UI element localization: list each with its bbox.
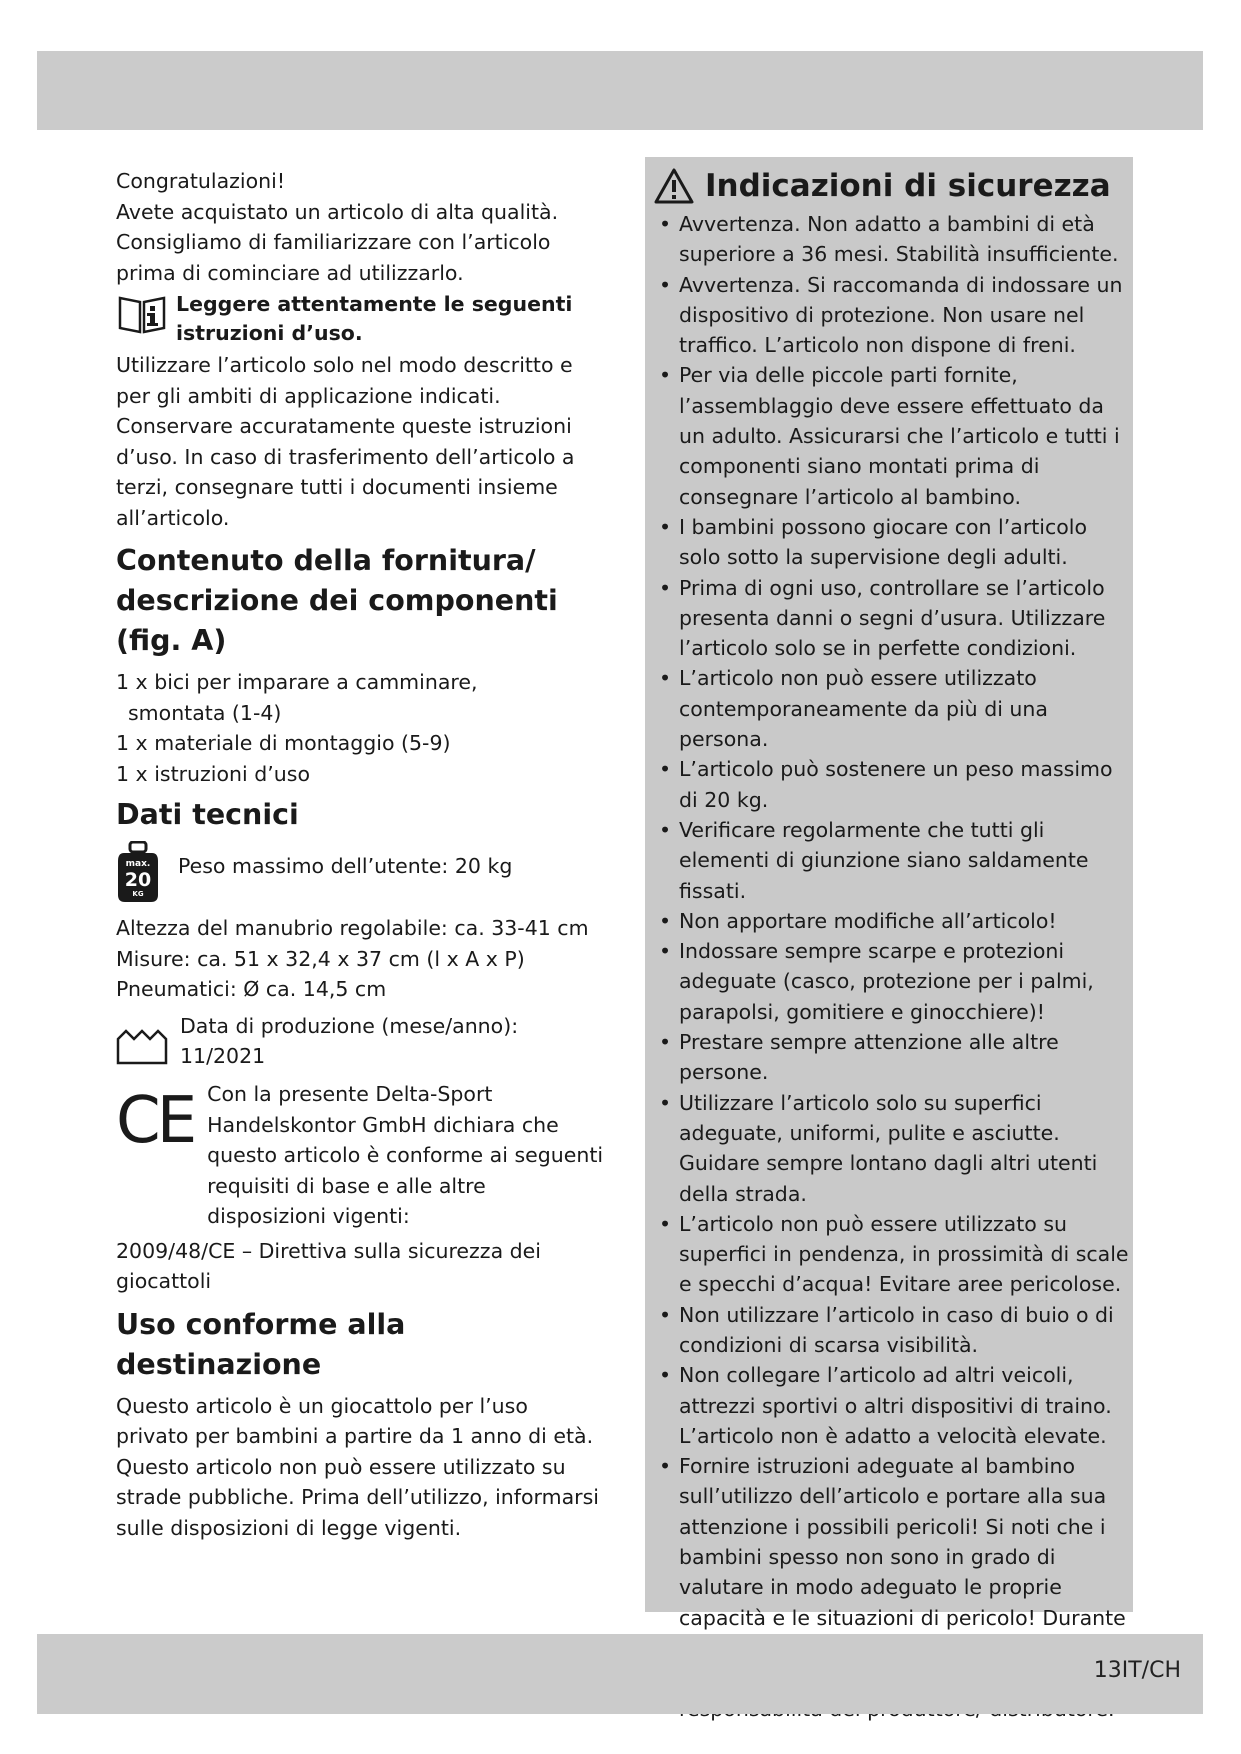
- safety-item: • I bambini possono giocare con l’articolo solo sotto la supervisione degli adulti.: [653, 512, 1133, 573]
- list-item: 1 x bici per imparare a camminare,: [116, 670, 478, 694]
- page-number: 13IT/CH: [1093, 1658, 1181, 1683]
- ce-text: Con la presente Delta-Sport Handelskontor GmbH dichiara che questo articolo è conforme ai seguenti requisiti di base e alle altre disposizioni vigenti:: [207, 1082, 604, 1228]
- max-weight-row: [116, 841, 606, 903]
- safety-item: • Non collegare l’articolo ad altri veicoli, attrezzi sportivi o altri dispositivi di traino. L’articolo non è adatto a velocità elevate.: [653, 1360, 1133, 1451]
- safety-item: • L’articolo può sostenere un peso massimo di 20 kg.: [653, 754, 1133, 815]
- safety-item: • Per via delle piccole parti fornite, l’assemblaggio deve essere effettuato da un adulto. Assicurarsi che l’articolo e tutti i componenti siano montati prima di consegnare l’articolo al bambino.: [653, 360, 1133, 511]
- weight-icon-unit: KG: [132, 890, 144, 898]
- ce-mark: CE: [116, 1084, 194, 1158]
- safety-item: • Verificare regolarmente che tutti gli elementi di giunzione siano saldamente fissati.: [653, 815, 1133, 906]
- safety-item: • L’articolo non può essere utilizzato su superfici in pendenza, in prossimità di scale e specchi d’acqua! Evitare aree pericolose.: [653, 1209, 1133, 1300]
- warning-icon: [653, 167, 695, 205]
- footer-bar: [37, 1634, 1203, 1714]
- safety-item: • Prestare sempre attenzione alle altre persone.: [653, 1027, 1133, 1088]
- safety-item: • Non apportare modifiche all’articolo!: [653, 906, 1133, 936]
- greeting: Congratulazioni!: [116, 169, 286, 193]
- production-date: 11/2021: [180, 1044, 266, 1068]
- intended-use-heading: Uso conforme alla destinazione: [116, 1307, 406, 1381]
- safety-item: • L’articolo non può essere utilizzato contemporaneamente da più di una persona.: [653, 663, 1133, 754]
- safety-item: • Avvertenza. Non adatto a bambini di età superiore a 36 mesi. Stabilità insufficiente.: [653, 209, 1133, 270]
- weight-icon-value: 20: [124, 869, 152, 891]
- handlebar-height: Altezza del manubrio regolabile: ca. 33-41 cm: [116, 916, 589, 940]
- factory-icon: [116, 1023, 168, 1074]
- contents-heading: Contenuto della fornitura/ descrizione dei componenti (fig. A): [116, 544, 558, 657]
- production-label: Data di produzione (mese/anno):: [180, 1013, 519, 1038]
- header-bar: [37, 51, 1203, 130]
- safety-item: • Fornire istruzioni adeguate al bambino sull’utilizzo dell’articolo e portare alla sua attenzione i possibili pericoli! Si noti che i bambini spesso non sono in grado di valutare in modo adeguato le proprie capacità e le situazioni di pericolo! Durante: [653, 1451, 1133, 1724]
- ce-declaration: [116, 1079, 606, 1232]
- safety-item: • Indossare sempre scarpe e protezioni adeguate (casco, protezione per i palmi, parapolsi, gomitiere e ginocchiere)!: [653, 936, 1133, 1027]
- read-instructions-text: Leggere attentamente le seguenti istruzioni d’uso.: [176, 292, 573, 345]
- weight-icon: [116, 841, 160, 903]
- max-weight-text: Peso massimo dell’utente: 20 kg: [178, 854, 513, 878]
- list-item: 1 x istruzioni d’uso: [116, 761, 310, 786]
- tyres: Pneumatici: Ø ca. 14,5 cm: [116, 977, 387, 1001]
- safety-item: • Utilizzare l’articolo solo su superfici adeguate, uniformi, pulite e asciutte. Guidare sempre lontano dagli altri utenti della strada.: [653, 1088, 1133, 1209]
- safety-box: [645, 157, 1133, 1630]
- safety-title-text: Indicazioni di sicurezza: [705, 168, 1111, 204]
- intended-use-paragraph: Questo articolo è un giocattolo per l’uso privato per bambini a partire da 1 anno di età. Questo articolo non può essere utilizzato su strade pubbliche. Prima dell’utilizzo, informarsi sulle disposizioni di legge vigenti.: [116, 1393, 599, 1540]
- list-item: 1 x materiale di montaggio (5-9): [116, 731, 451, 755]
- weight-icon-label: max.: [125, 859, 151, 869]
- safety-item: • Prima di ogni uso, controllare se l’articolo presenta danni o segni d’usura. Utilizzare l’articolo solo se in perfette condizioni.: [653, 573, 1133, 664]
- safety-item: • Avvertenza. Si raccomanda di indossare un dispositivo di protezione. Non usare nel traffico. L’articolo non dispone di freni.: [653, 270, 1133, 361]
- directive: 2009/48/CE – Direttiva sulla sicurezza dei giocattoli: [116, 1238, 541, 1293]
- safety-item: • Non utilizzare l’articolo in caso di buio o di condizioni di scarsa visibilità.: [653, 1300, 1133, 1361]
- tech-heading: Dati tecnici: [116, 798, 299, 831]
- list-item: smontata (1-4): [128, 700, 282, 725]
- measures: Misure: ca. 51 x 32,4 x 37 cm (l x A x P): [116, 946, 525, 971]
- left-column: [116, 166, 606, 1543]
- usage-paragraph: Utilizzare l’articolo solo nel modo descritto e per gli ambiti di applicazione indicati. Conservare accuratamente queste istruzioni d’uso. In caso di trasferimento dell’articolo a terzi, consegnare tutti i documenti insieme all’articolo.: [116, 353, 575, 530]
- safety-heading: [653, 167, 1133, 205]
- book-info-icon: [116, 290, 168, 345]
- production-date-row: [116, 1011, 606, 1074]
- read-instructions-notice: [116, 290, 606, 348]
- intro-paragraph: Avete acquistato un articolo di alta qualità. Consigliamo di familiarizzare con l’articolo prima di cominciare ad utilizzarlo.: [116, 199, 559, 285]
- contents-list: [116, 667, 606, 789]
- safety-list: [653, 209, 1133, 1724]
